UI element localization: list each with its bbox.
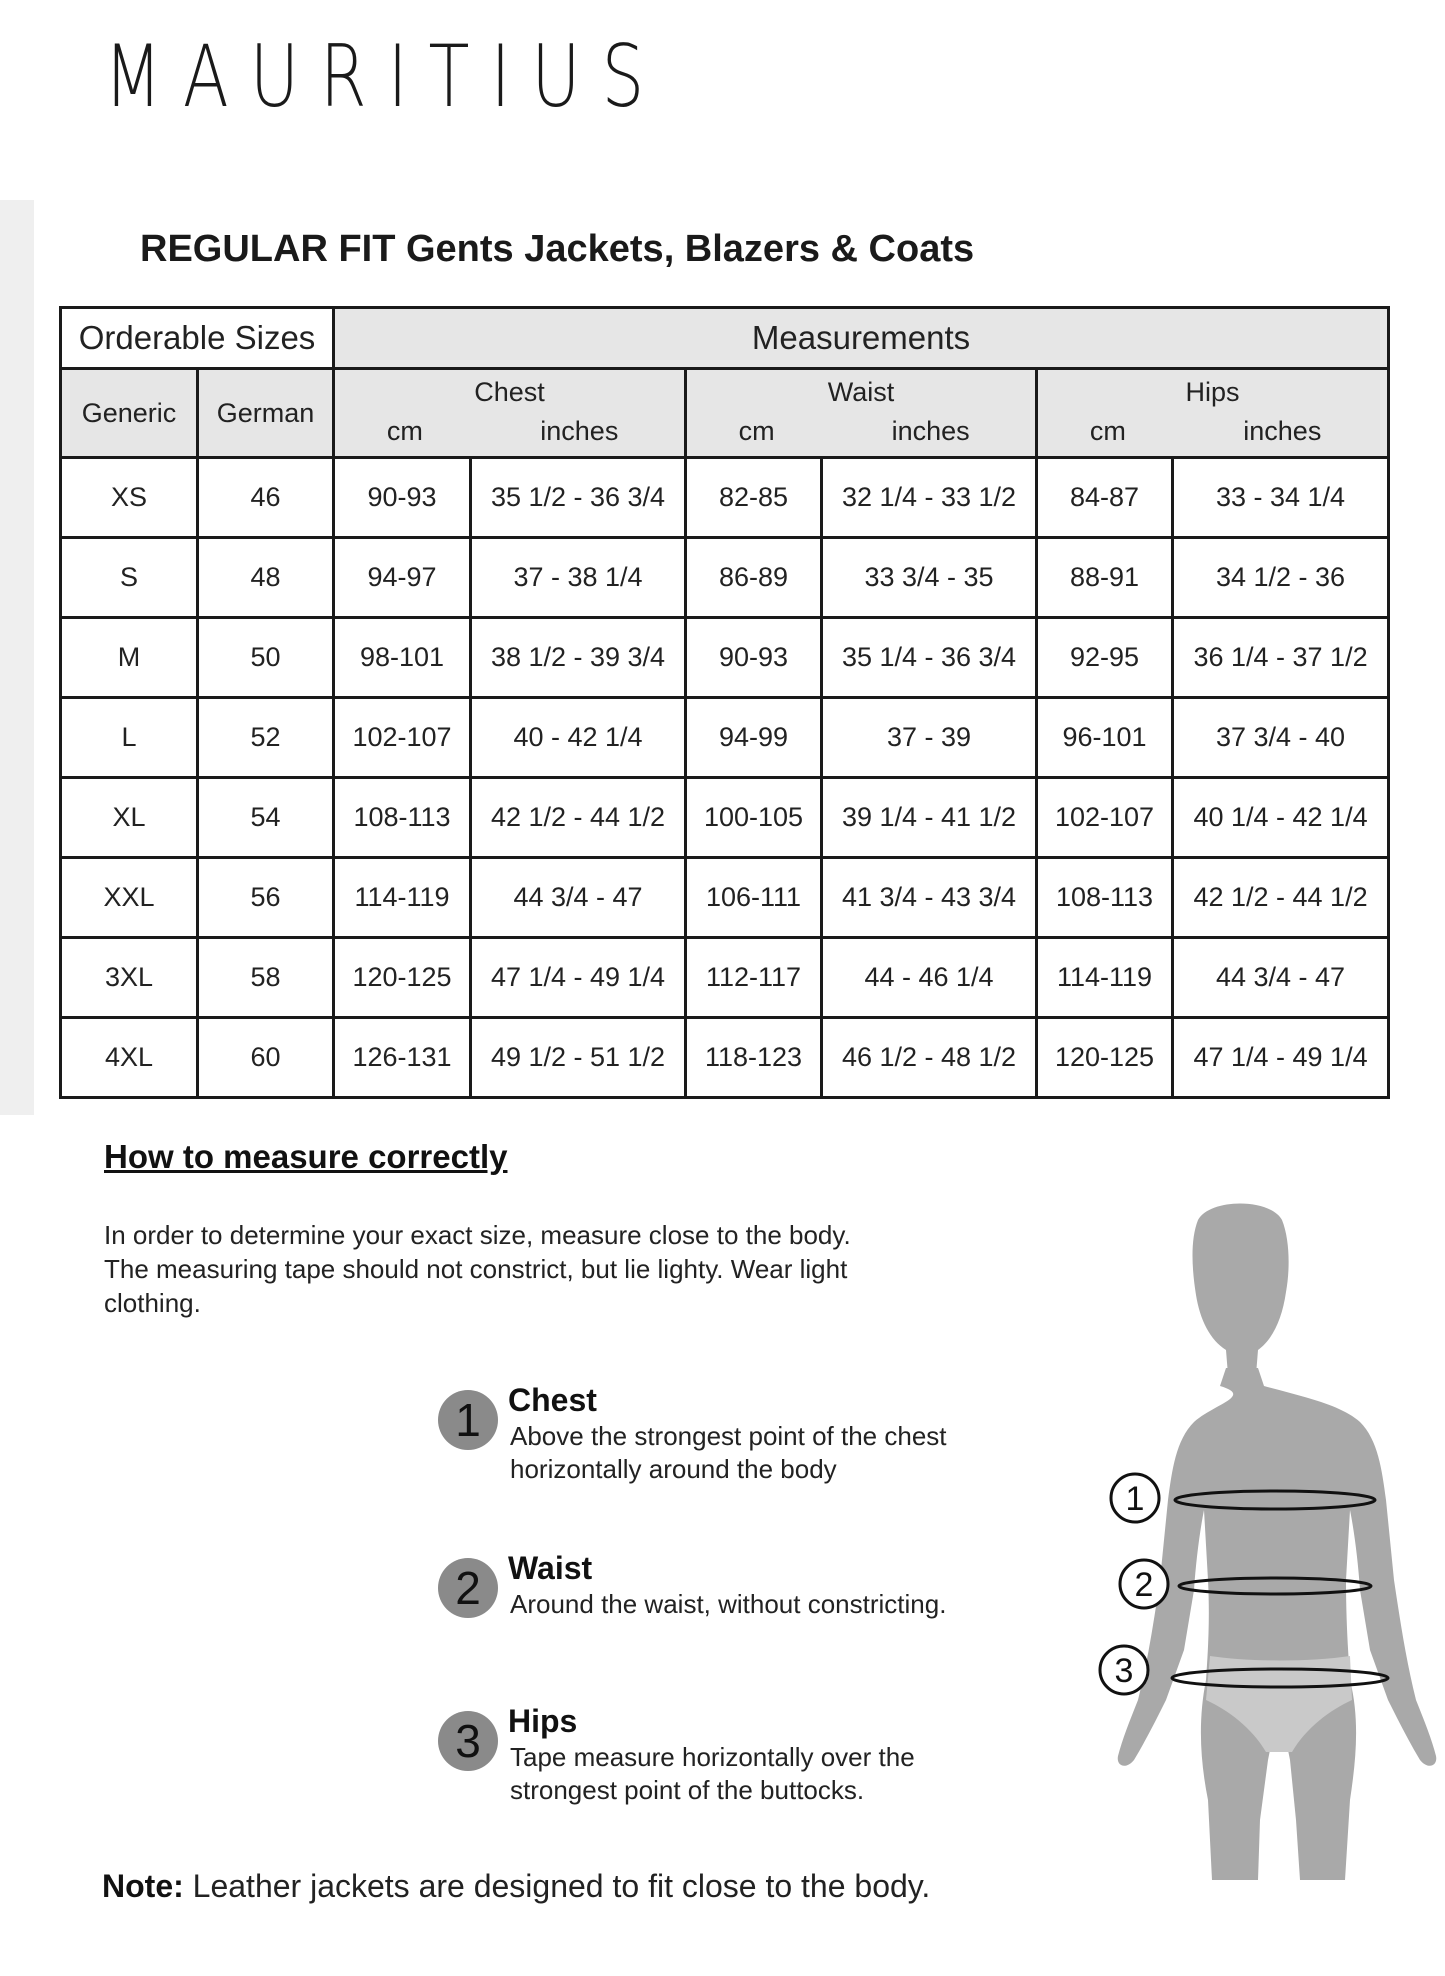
orderable-sizes-header: Orderable Sizes xyxy=(61,308,334,369)
hips-inches-cell: 33 - 34 1/4 xyxy=(1173,458,1389,538)
page-title: REGULAR FIT Gents Jackets, Blazers & Coats xyxy=(140,228,975,270)
waist-cm-cell: 90-93 xyxy=(686,618,822,698)
size-german-cell: 46 xyxy=(198,458,334,538)
how-to-intro xyxy=(104,1218,1004,1320)
waist-inches-cell: 32 1/4 - 33 1/2 xyxy=(822,458,1037,538)
hips-marker xyxy=(1100,1646,1148,1694)
chest-inches-cell: 35 1/2 - 36 3/4 xyxy=(471,458,686,538)
marker-label: 3 xyxy=(1114,1652,1134,1690)
hips-cm-cell: 92-95 xyxy=(1037,618,1173,698)
chest-header xyxy=(334,369,686,458)
chest-cm-cell: 120-125 xyxy=(334,938,471,1018)
chest-inches-header: inches xyxy=(540,415,619,446)
left-side-strip xyxy=(0,200,34,1115)
german-header: German xyxy=(198,369,334,458)
step-description-line: strongest point of the buttocks. xyxy=(510,1775,865,1805)
size-table xyxy=(59,306,1390,1099)
step-description-line: horizontally around the body xyxy=(510,1454,837,1484)
waist-inches-cell: 46 1/2 - 48 1/2 xyxy=(822,1018,1037,1098)
header-row-top xyxy=(61,308,1389,369)
waist-marker xyxy=(1120,1560,1168,1608)
brand-logo: MAURITIUS xyxy=(104,27,666,127)
waist-inches-cell: 33 3/4 - 35 xyxy=(822,538,1037,618)
step-name: Hips xyxy=(508,1703,578,1739)
waist-cm-cell: 118-123 xyxy=(686,1018,822,1098)
chest-cm-cell: 94-97 xyxy=(334,538,471,618)
step-name: Chest xyxy=(508,1382,597,1418)
hips-header xyxy=(1037,369,1389,458)
waist-cm-cell: 106-111 xyxy=(686,858,822,938)
waist-cm-cell: 100-105 xyxy=(686,778,822,858)
hips-cm-cell: 88-91 xyxy=(1037,538,1173,618)
waist-inches-header: inches xyxy=(891,415,970,446)
chest-inches-cell: 37 - 38 1/4 xyxy=(471,538,686,618)
note-label: Note: xyxy=(102,1868,184,1904)
hips-cm-cell: 84-87 xyxy=(1037,458,1173,538)
waist-cm-cell: 86-89 xyxy=(686,538,822,618)
size-german-cell: 48 xyxy=(198,538,334,618)
table-row xyxy=(61,618,1389,698)
hips-inches-cell: 42 1/2 - 44 1/2 xyxy=(1173,858,1389,938)
chest-inches-cell: 42 1/2 - 44 1/2 xyxy=(471,778,686,858)
hips-inches-cell: 37 3/4 - 40 xyxy=(1173,698,1389,778)
chest-marker xyxy=(1111,1474,1159,1522)
table-row xyxy=(61,778,1389,858)
note-text: Leather jackets are designed to fit close to the body. xyxy=(183,1868,931,1904)
chest-inches-cell: 44 3/4 - 47 xyxy=(471,858,686,938)
table-row xyxy=(61,858,1389,938)
chest-inches-cell: 40 - 42 1/4 xyxy=(471,698,686,778)
size-generic-cell: XXL xyxy=(61,858,198,938)
waist-cm-cell: 94-99 xyxy=(686,698,822,778)
intro-line: clothing. xyxy=(104,1288,201,1318)
body-figure xyxy=(1060,1200,1445,1880)
waist-inches-cell: 41 3/4 - 43 3/4 xyxy=(822,858,1037,938)
hips-cm-cell: 96-101 xyxy=(1037,698,1173,778)
hips-cm-cell: 102-107 xyxy=(1037,778,1173,858)
size-german-cell: 50 xyxy=(198,618,334,698)
hips-inches-cell: 40 1/4 - 42 1/4 xyxy=(1173,778,1389,858)
measurements-header: Measurements xyxy=(334,308,1389,369)
how-to-measure-heading: How to measure correctly xyxy=(104,1138,508,1175)
chest-inches-cell: 38 1/2 - 39 3/4 xyxy=(471,618,686,698)
hips-cm-cell: 114-119 xyxy=(1037,938,1173,1018)
size-generic-cell: S xyxy=(61,538,198,618)
step-description xyxy=(510,1741,1070,1807)
marker-label: 1 xyxy=(1125,1480,1145,1518)
chest-cm-cell: 108-113 xyxy=(334,778,471,858)
hips-cm-header: cm xyxy=(1089,415,1126,446)
chest-cm-cell: 98-101 xyxy=(334,618,471,698)
waist-inches-cell: 35 1/4 - 36 3/4 xyxy=(822,618,1037,698)
hips-inches-cell: 47 1/4 - 49 1/4 xyxy=(1173,1018,1389,1098)
waist-header-label: Waist xyxy=(827,377,895,407)
marker-label: 2 xyxy=(1134,1566,1154,1604)
chest-cm-cell: 126-131 xyxy=(334,1018,471,1098)
generic-header: Generic xyxy=(61,369,198,458)
size-german-cell: 56 xyxy=(198,858,334,938)
step-description-line: Tape measure horizontally over the xyxy=(510,1742,915,1772)
size-generic-cell: 4XL xyxy=(61,1018,198,1098)
table-row xyxy=(61,538,1389,618)
size-generic-cell: 3XL xyxy=(61,938,198,1018)
table-row xyxy=(61,1018,1389,1098)
size-generic-cell: L xyxy=(61,698,198,778)
step-number-badge: 2 xyxy=(438,1558,498,1618)
size-generic-cell: XS xyxy=(61,458,198,538)
hips-inches-cell: 44 3/4 - 47 xyxy=(1173,938,1389,1018)
step-name: Waist xyxy=(508,1550,593,1586)
waist-inches-cell: 44 - 46 1/4 xyxy=(822,938,1037,1018)
waist-cm-header: cm xyxy=(738,415,775,446)
intro-line: In order to determine your exact size, measure close to the body. xyxy=(104,1220,851,1250)
step-description-line: Around the waist, without constricting. xyxy=(510,1589,947,1619)
leather-note xyxy=(102,1868,930,1905)
waist-cm-cell: 82-85 xyxy=(686,458,822,538)
intro-line: The measuring tape should not constrict, but lie lighty. Wear light xyxy=(104,1254,848,1284)
chest-cm-cell: 114-119 xyxy=(334,858,471,938)
size-generic-cell: XL xyxy=(61,778,198,858)
hips-inches-header: inches xyxy=(1243,415,1322,446)
waist-inches-cell: 39 1/4 - 41 1/2 xyxy=(822,778,1037,858)
body-silhouette xyxy=(1118,1204,1437,1881)
hips-cm-cell: 108-113 xyxy=(1037,858,1173,938)
header-row-sub xyxy=(61,369,1389,458)
chest-cm-cell: 102-107 xyxy=(334,698,471,778)
step-number-badge: 1 xyxy=(438,1390,498,1450)
step-description xyxy=(510,1588,1070,1621)
step-description-line: Above the strongest point of the chest xyxy=(510,1421,947,1451)
hips-header-label: Hips xyxy=(1185,377,1240,407)
step-number-badge: 3 xyxy=(438,1711,498,1771)
chest-cm-header: cm xyxy=(386,415,423,446)
size-generic-cell: M xyxy=(61,618,198,698)
chest-header-label: Chest xyxy=(474,377,545,407)
waist-cm-cell: 112-117 xyxy=(686,938,822,1018)
waist-inches-cell: 37 - 39 xyxy=(822,698,1037,778)
size-german-cell: 60 xyxy=(198,1018,334,1098)
chest-inches-cell: 47 1/4 - 49 1/4 xyxy=(471,938,686,1018)
size-table-body xyxy=(61,458,1389,1098)
table-row xyxy=(61,698,1389,778)
table-row xyxy=(61,458,1389,538)
chest-cm-cell: 90-93 xyxy=(334,458,471,538)
hips-inches-cell: 34 1/2 - 36 xyxy=(1173,538,1389,618)
size-german-cell: 58 xyxy=(198,938,334,1018)
waist-header xyxy=(686,369,1037,458)
size-german-cell: 52 xyxy=(198,698,334,778)
hips-cm-cell: 120-125 xyxy=(1037,1018,1173,1098)
table-row xyxy=(61,938,1389,1018)
size-german-cell: 54 xyxy=(198,778,334,858)
step-description xyxy=(510,1420,1070,1486)
hips-inches-cell: 36 1/4 - 37 1/2 xyxy=(1173,618,1389,698)
chest-inches-cell: 49 1/2 - 51 1/2 xyxy=(471,1018,686,1098)
